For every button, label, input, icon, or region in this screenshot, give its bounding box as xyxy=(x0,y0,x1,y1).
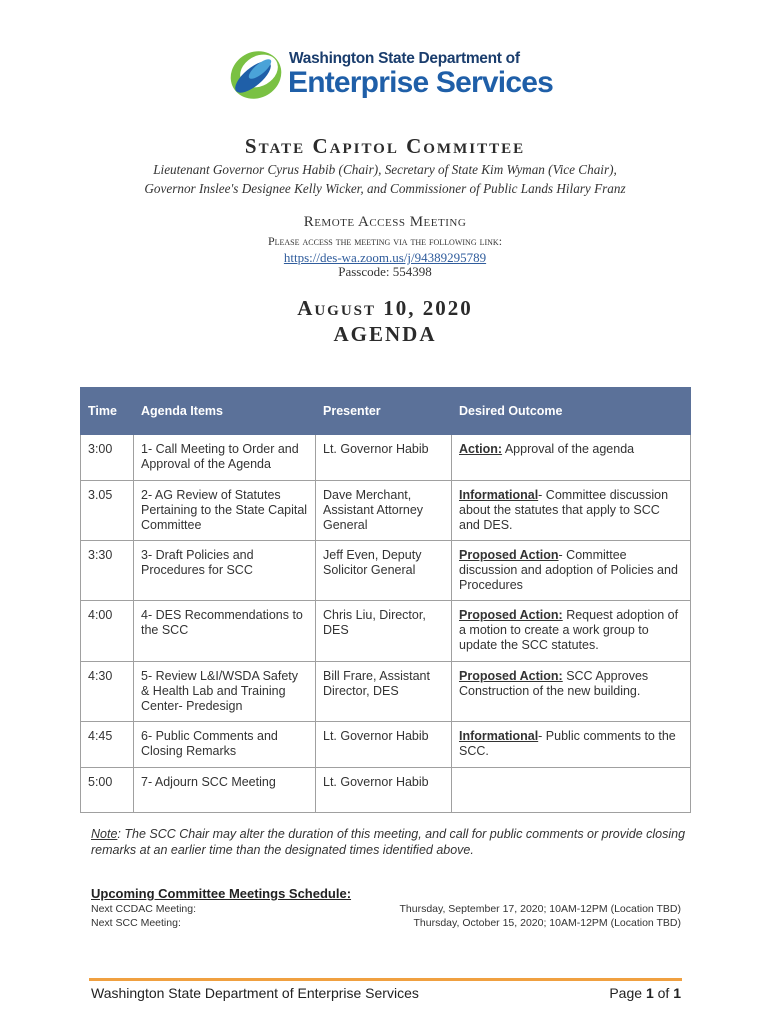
outcome-text: - Committee discussion about the statutes that apply to SCC and DES. xyxy=(459,488,669,532)
footer-divider xyxy=(89,978,682,981)
table-row xyxy=(81,481,691,541)
row-presenter: Lt. Governor Habib xyxy=(316,768,452,813)
header-time: Time xyxy=(81,388,134,435)
header-agenda-items: Agenda Items xyxy=(134,388,316,435)
outcome-text: Approval of the agenda xyxy=(502,442,635,456)
footer-org: Washington State Department of Enterprise Services xyxy=(91,985,419,1001)
zoom-link[interactable]: https://des-wa.zoom.us/j/94389295789 xyxy=(283,250,487,265)
row-item: 4- DES Recommendations to the SCC xyxy=(134,601,316,662)
des-logo xyxy=(226,44,556,104)
table-row xyxy=(81,662,691,722)
row-time: 4:45 xyxy=(81,722,134,768)
row-time: 5:00 xyxy=(81,768,134,813)
row-presenter: Chris Liu, Director, DES xyxy=(316,601,452,662)
page-number xyxy=(609,985,681,1001)
page-prefix: Page xyxy=(609,985,646,1001)
row-item: 2- AG Review of Statutes Pertaining to the State Capital Committee xyxy=(134,481,316,541)
logo-org-line1: Washington State Department of xyxy=(289,50,520,67)
passcode: Passcode: 554398 xyxy=(338,264,432,279)
agenda-table xyxy=(80,387,691,813)
table-row xyxy=(81,601,691,662)
table-header-row xyxy=(81,388,691,435)
schedule-item xyxy=(91,917,681,929)
row-time: 3:30 xyxy=(81,541,134,601)
row-item: 5- Review L&I/WSDA Safety & Health Lab and Training Center- Predesign xyxy=(134,662,316,722)
outcome-text: SCC Approves Construction of the new building. xyxy=(459,669,649,698)
row-time: 3:00 xyxy=(81,435,134,481)
row-time: 3.05 xyxy=(81,481,134,541)
row-outcome xyxy=(452,768,691,813)
meeting-date: August 10, 2020 xyxy=(297,296,473,320)
row-outcome xyxy=(452,662,691,722)
row-presenter: Lt. Governor Habib xyxy=(316,722,452,768)
row-item: 1- Call Meeting to Order and Approval of the Agenda xyxy=(134,435,316,481)
header-presenter: Presenter xyxy=(316,388,452,435)
note xyxy=(91,826,691,858)
page-total: 1 xyxy=(673,985,681,1001)
row-presenter: Lt. Governor Habib xyxy=(316,435,452,481)
outcome-text: - Public comments to the SCC. xyxy=(459,729,676,758)
row-presenter: Bill Frare, Assistant Director, DES xyxy=(316,662,452,722)
page-current: 1 xyxy=(645,985,654,1001)
schedule-name: Next CCDAC Meeting: xyxy=(91,903,197,915)
upcoming-heading: Upcoming Committee Meetings Schedule: xyxy=(91,886,352,901)
note-text: : The SCC Chair may alter the duration of this meeting, and call for public comments or provide closing remarks at an earlier time than the designated times identified above. xyxy=(91,827,686,857)
table-row xyxy=(81,435,691,481)
remote-instruction: Please access the meeting via the following link: xyxy=(267,234,503,248)
outcome-text: - Committee discussion and adoption of Policies and Procedures xyxy=(459,548,678,592)
outcome-label: Proposed Action xyxy=(459,548,559,562)
committee-title: State Capitol Committee xyxy=(244,134,526,158)
schedule-name: Next SCC Meeting: xyxy=(91,917,181,929)
row-time: 4:00 xyxy=(81,601,134,662)
outcome-label: Informational xyxy=(459,729,539,743)
row-outcome xyxy=(452,541,691,601)
remote-heading: Remote Access Meeting xyxy=(303,214,467,230)
row-item: 6- Public Comments and Closing Remarks xyxy=(134,722,316,768)
row-item: 3- Draft Policies and Procedures for SCC xyxy=(134,541,316,601)
committee-members-line2: Governor Inslee's Designee Kelly Wicker, and Commissioner of Public Lands Hilary Franz xyxy=(144,181,626,196)
committee-members-line1: Lieutenant Governor Cyrus Habib (Chair), Secretary of State Kim Wyman (Vice Chair), xyxy=(153,162,617,177)
note-label: Note xyxy=(91,827,118,841)
row-presenter: Jeff Even, Deputy Solicitor General xyxy=(316,541,452,601)
schedule-item xyxy=(91,903,681,915)
row-outcome xyxy=(452,601,691,662)
row-outcome xyxy=(452,435,691,481)
table-row xyxy=(81,541,691,601)
outcome-label: Proposed Action: xyxy=(459,608,563,622)
des-logo-icon xyxy=(226,44,288,104)
header-desired-outcome: Desired Outcome xyxy=(452,388,691,435)
row-outcome xyxy=(452,722,691,768)
row-time: 4:30 xyxy=(81,662,134,722)
schedule-when: Thursday, September 17, 2020; 10AM-12PM (Location TBD) xyxy=(399,903,681,915)
row-item: 7- Adjourn SCC Meeting xyxy=(134,768,316,813)
outcome-label: Proposed Action: xyxy=(459,669,563,683)
row-outcome xyxy=(452,481,691,541)
logo-org-line2: Enterprise Services xyxy=(288,66,553,99)
table-row xyxy=(81,768,691,813)
outcome-label: Action: xyxy=(459,442,503,456)
outcome-label: Informational xyxy=(459,488,539,502)
schedule-when: Thursday, October 15, 2020; 10AM-12PM (Location TBD) xyxy=(413,917,681,929)
table-row xyxy=(81,722,691,768)
outcome-text: Request adoption of a motion to create a work group to update the SCC statutes. xyxy=(459,608,679,652)
page-of: of xyxy=(653,985,674,1001)
agenda-title: AGENDA xyxy=(333,322,437,346)
row-presenter: Dave Merchant, Assistant Attorney General xyxy=(316,481,452,541)
